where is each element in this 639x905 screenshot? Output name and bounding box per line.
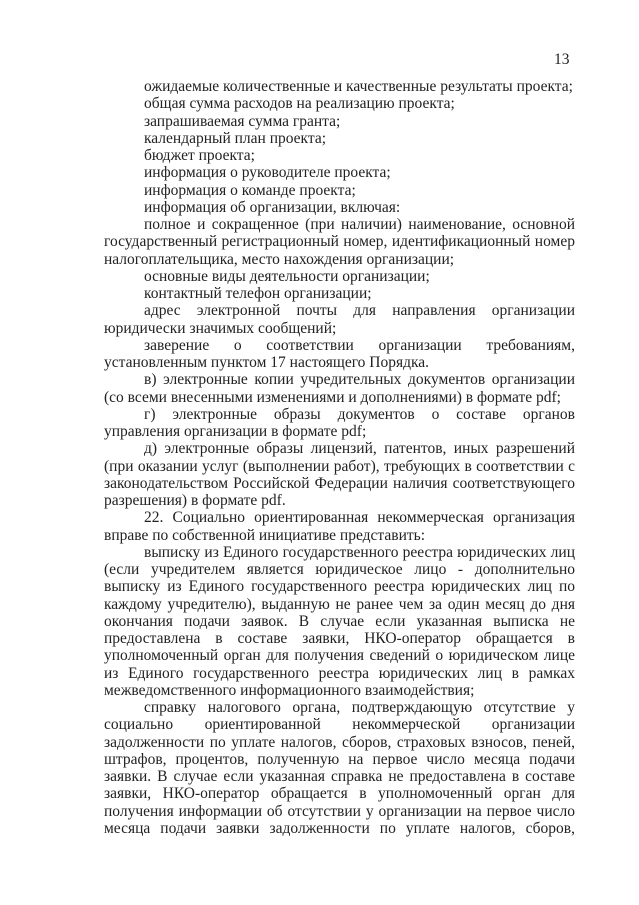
document-body xyxy=(104,78,575,837)
page-number: 13 xyxy=(554,51,570,68)
list-item-grant-amount: запрашиваемая сумма гранта; xyxy=(144,112,341,130)
list-item-organization-info: информация об организации, включая: xyxy=(144,198,401,216)
paragraph-assurance: заверение о соответствии организации требованиям, установленным пунктом 17 настоящего Порядка. xyxy=(104,336,575,371)
paragraph-email: адрес электронной почты для направления организации юридически значимых сообщений; xyxy=(104,302,575,337)
list-item-budget: бюджет проекта; xyxy=(144,147,255,164)
list-item-calendar-plan: календарный план проекта; xyxy=(144,129,327,147)
list-item-project-team: информация о команде проекта; xyxy=(144,181,356,199)
paragraph-item-g: г) электронные образы документов о составе органов управления организации в формате pdf; xyxy=(104,405,575,440)
list-item-project-leader: информация о руководителе проекта; xyxy=(144,164,391,182)
list-item-main-activities: основные виды деятельности организации; xyxy=(144,267,430,285)
paragraph-section-22: 22. Социально ориентированная некоммерческая организация вправе по собственной инициативе представить: xyxy=(104,509,575,544)
list-item-contact-phone: контактный телефон организации; xyxy=(144,285,372,302)
paragraph-item-v: в) электронные копии учредительных документов организации (со всеми внесенными изменениями и дополнениями) в формате pdf; xyxy=(104,371,575,406)
paragraph-registry-extract: выписку из Единого государственного реестра юридических лиц (если учредителем является юридическое лицо - дополнительно выписку из Единого государственного реестра юридических лиц по каждому учредителю), выданную не ранее чем за один месяц до дня окончания подачи заявок. В случае если указанная выписка не предоставлена в составе заявки, НКО-оператор обращается в уполномоченный орган для получения сведений о юридическом лице из Единого государственного реестра юридических лиц в рамках межведомственного информационного взаимодействия; xyxy=(104,543,575,699)
list-item-total-expenses: общая сумма расходов на реализацию проекта; xyxy=(144,95,455,113)
list-item-expected-results: ожидаемые количественные и качественные результаты проекта; xyxy=(144,78,573,95)
paragraph-org-name: полное и сокращенное (при наличии) наименование, основной государственный регистрационный номер, идентификационный номер налогоплательщика, место нахождения организации; xyxy=(104,216,575,268)
paragraph-tax-certificate: справку налогового органа, подтверждающую отсутствие у социально ориентированной некоммерческой организации задолженности по уплате налогов, сборов, страховых взносов, пеней, штрафов, процентов, полученную на первое число месяца подачи заявки. В случае если указанная справка не предоставлена в составе заявки, НКО-оператор обращается в уполномоченный орган для получения информации об отсутствии у организации на первое число месяца подачи заявки задолженности по уплате налогов, сборов, xyxy=(104,699,575,837)
paragraph-item-d: д) электронные образы лицензий, патентов, иных разрешений (при оказании услуг (выполнении работ), требующих в соответствии с законодательством Российской Федерации наличия соответствующего разрешения) в формате pdf. xyxy=(104,440,575,509)
